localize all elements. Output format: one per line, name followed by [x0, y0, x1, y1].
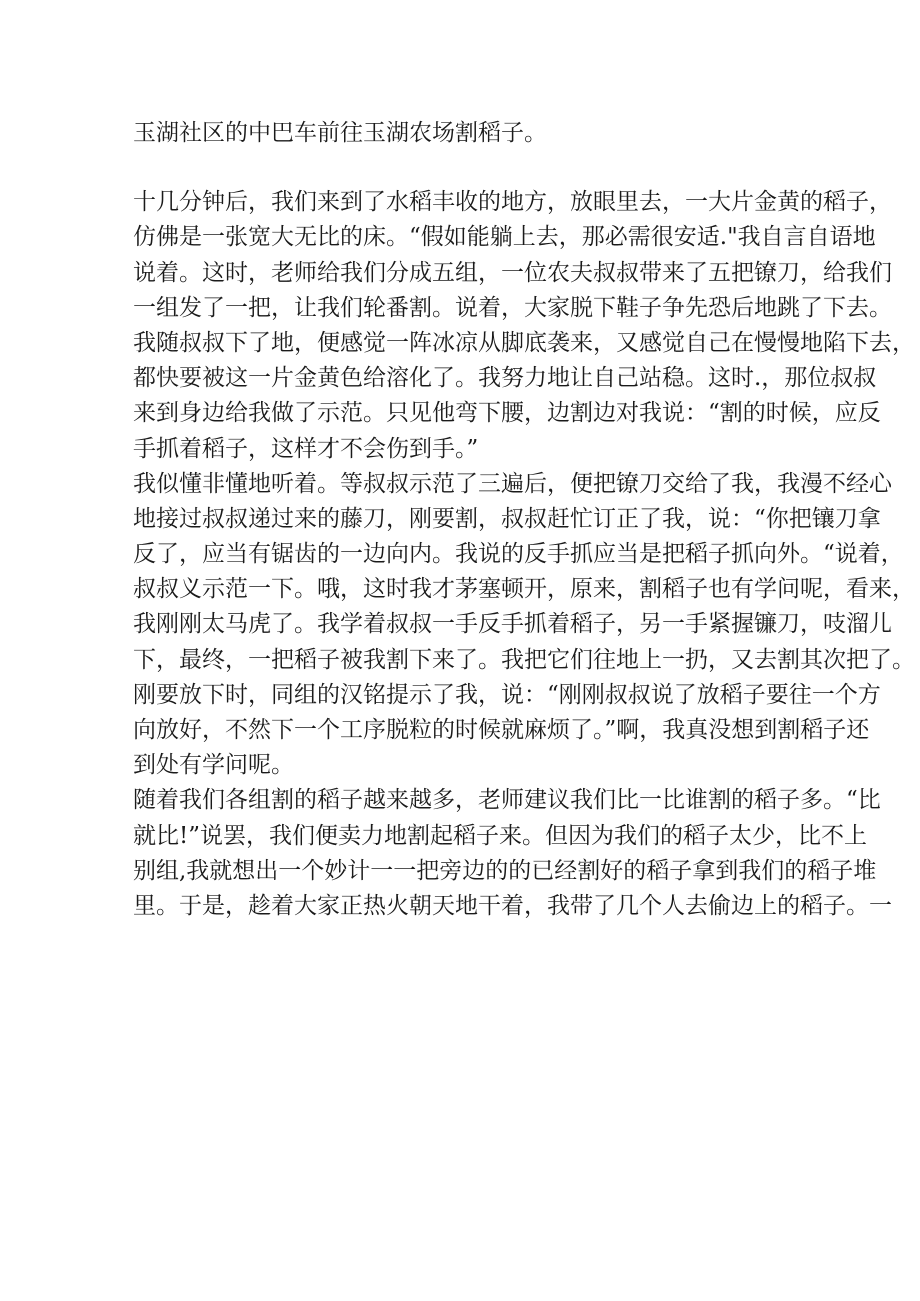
text-line: 向放好，不然下一个工序脱粒的时候就麻烦了。”啊，我真没想到割稻子还: [133, 717, 870, 743]
text-line: 别组,我就想出一个妙计一一把旁边的的已经割好的稻子拿到我们的稻子堆: [133, 857, 877, 884]
text-line: 我似懂非懂地听着。等叔叔示范了三遍后，便把镣刀交给了我，我漫不经心: [133, 470, 892, 497]
text-line: 仿佛是一张宽大无比的床。“假如能躺上去，那必需很安适."我自言自语地: [133, 224, 876, 251]
text-line: 下，最终，一把稻子被我割下来了。我把它们往地上一扔，又去割其次把了。: [133, 646, 915, 673]
text-line: 玉湖社区的中巴车前往玉湖农场割稻子。: [133, 120, 547, 146]
text-line: 就比!”说罢，我们便卖力地割起稻子来。但因为我们的稻子太少，比不上: [133, 822, 868, 849]
text-line: 都快要被这一片金黄色给溶化了。我努力地让自己站稳。这时.，那位叔叔: [133, 365, 877, 392]
text-line: 一组发了一把，让我们轮番割。说着，大家脱下鞋子争先恐后地跳了下去。: [133, 294, 892, 321]
paragraph-2: [133, 185, 915, 467]
document-body: [133, 116, 915, 924]
text-line: 反了，应当有锯齿的一边向内。我说的反手抓应当是把稻子抓向外。“说着，: [133, 541, 904, 568]
text-line: 里。于是，趁着大家正热火朝天地干着，我带了几个人去偷边上的稻子。一: [133, 892, 892, 919]
text-line: 手抓着稻子，这样才不会伤到手。”: [133, 435, 479, 462]
text-line: 说着。这时，老师给我们分成五组，一位农夫叔叔带来了五把镣刀，给我们: [133, 259, 892, 286]
text-line: 十几分钟后，我们来到了水稻丰收的地方，放眼里去，一大片金黄的稻子，: [133, 189, 892, 216]
text-line: 刚要放下时，同组的汉铭提示了我，说：“刚刚叔叔说了放稻子要往一个方: [133, 681, 881, 708]
text-line: 地接过叔叔递过来的藤刀，刚要割，叔叔赶忙订正了我，说：“你把镶刀拿: [133, 505, 881, 532]
text-line: 叔叔义示范一下。哦，这时我才茅塞顿开，原来，割稻子也有学问呢，看来，: [133, 576, 915, 603]
paragraph-gap: [133, 151, 798, 185]
paragraph-3: [133, 467, 915, 784]
text-line: 我随叔叔下了地，便感觉一阵冰凉从脚底袭来，又感觉自己在慢慢地陷下去，: [133, 329, 915, 356]
paragraph-4: [133, 783, 892, 924]
paragraph-1: [133, 116, 798, 151]
text-line: 随着我们各组割的稻子越来越多，老师建议我们比一比谁割的稻子多。“比: [133, 787, 881, 814]
text-line: 我刚刚太马虎了。我学着叔叔一手反手抓着稻子，另一手紧握镰刀，吱溜儿: [133, 611, 892, 638]
text-line: 来到身边给我做了示范。只见他弯下腰，边割边对我说：“割的时候，应反: [133, 400, 881, 427]
text-line: 到处有学问呢。: [133, 752, 294, 779]
